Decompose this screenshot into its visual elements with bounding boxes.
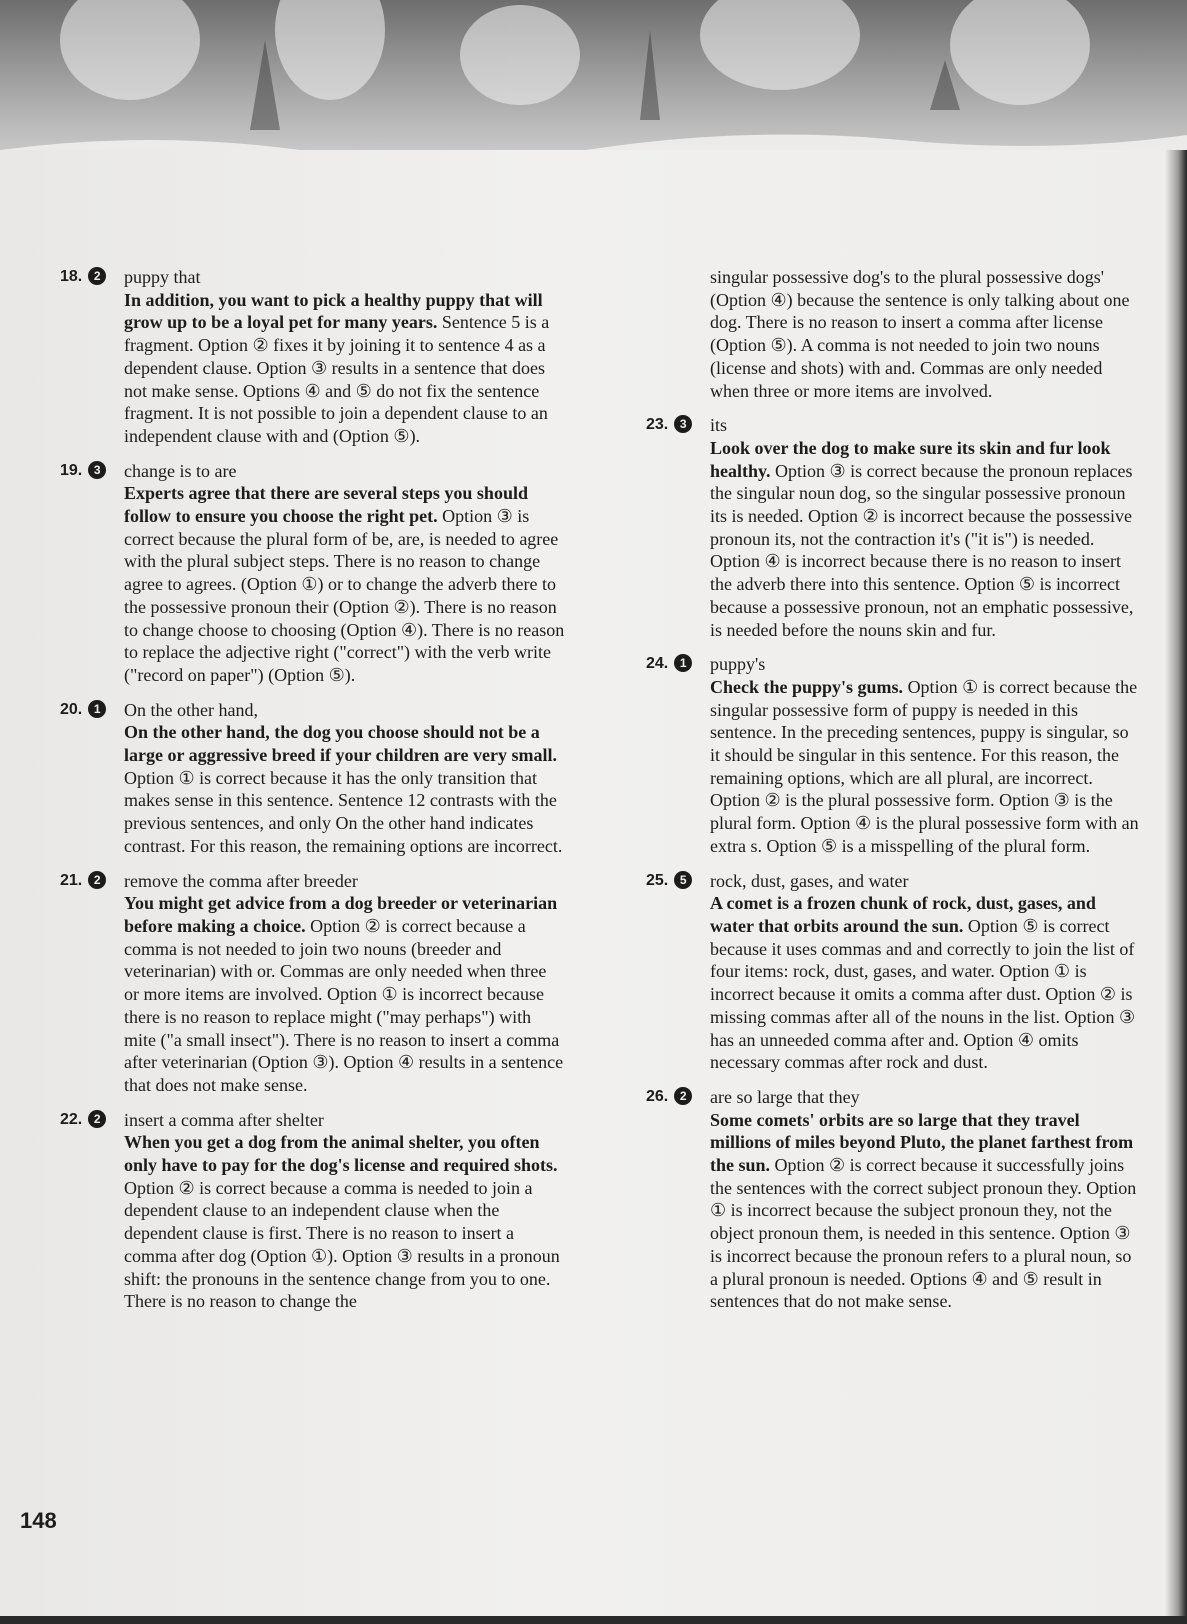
answer-text: puppy that [124, 267, 201, 287]
corrected-sentence: When you get a dog from the animal shelter, you often only have to pay for the dog's license and required shots. [124, 1132, 558, 1176]
item-number: 18. [60, 268, 83, 285]
item-number: 25. [646, 871, 669, 889]
corrected-sentence: Check the puppy's gums. [710, 676, 904, 697]
choice-badge: 5 [674, 871, 692, 889]
answer-text: puppy's [710, 654, 766, 675]
choice-badge: 2 [88, 1110, 106, 1128]
page-bottom-edge [0, 1616, 1187, 1624]
item-number: 24. [646, 655, 669, 673]
answer-text: remove the comma after breeder [124, 870, 358, 891]
choice-badge: 1 [674, 654, 692, 672]
explanation: Option ② is correct because a comma is needed to join a dependent clause to an independent clause when the dependent clause is first. There is no reason to insert a comma after dog (Option ①). Option ③ results in a pronoun shift: the pronouns in the sentence change from you to one. There is no reason to change the [124, 1177, 560, 1312]
answer-text: its [710, 415, 728, 436]
explanation: Option ② is correct because it successfully joins the sentences with the correct subject pronoun they. Option ① is incorrect because the subject pronoun they, not the object pronoun them, is needed in this sentence. Option ③ is incorrect because the pronoun refers to a plural noun, so a plural pronoun is needed. Options ④ and ⑤ result in sentences that do not make sense. [710, 1155, 1137, 1312]
item-number: 22. [60, 1110, 83, 1128]
answer-item-24 [646, 653, 1141, 857]
answer-item-26 [646, 1086, 1141, 1313]
answer-text: are so large that they [710, 1086, 860, 1107]
item-number: 26. [646, 1087, 669, 1105]
explanation: Option ② is correct because a comma is not needed to join two nouns (breeder and veterinarian) with or. Commas are only needed when three or more items are involved. Option ① is incorrect because there is no reason to replace might ("may perhaps") with mite ("a small insect"). There is no reason to insert a comma after veterinarian (Option ③). Option ④ results in a sentence that does not make sense. [124, 915, 564, 1095]
corrected-sentence: Experts agree that there are several steps you should follow to ensure you choose the right pet. [124, 483, 528, 527]
answer-item-22-continued [646, 266, 1141, 402]
choice-badge: 2 [674, 1087, 692, 1105]
explanation: Option ⑤ is correct because it uses commas and and correctly to join the list of four items: rock, dust, gases, and water. Option ① is incorrect because it omits a comma after dust. Option ② is missing commas after all of the nouns in the list. Option ③ has an unneeded comma after and. Option ④ omits necessary commas after rock and dust. [710, 915, 1136, 1073]
choice-badge: 2 [88, 871, 106, 889]
corrected-sentence: In addition, you want to pick a healthy puppy that will grow up to be a loyal pet for many years. [124, 289, 543, 333]
choice-badge: 2 [88, 267, 106, 285]
explanation: Option ③ is correct because the pronoun replaces the singular noun dog, so the singular possessive pronoun its is needed. Option ② is incorrect because the possessive pronoun its, not the contraction it's ("it is") is needed. Option ④ is incorrect because there is no reason to insert the adverb there into this sentence. Option ⑤ is incorrect because a possessive pronoun, not an emphatic possessive, is needed before the nouns skin and fur. [710, 460, 1134, 640]
choice-badge: 1 [88, 700, 106, 718]
answer-item-19 [60, 460, 565, 687]
choice-badge: 3 [88, 461, 106, 479]
item-number: 19. [60, 461, 83, 479]
answer-item-20 [60, 699, 565, 858]
explanation: Sentence 5 is a fragment. Option ② fixes it by joining it to sentence 4 as a dependent clause. Option ③ results in a sentence that does not make sense. Options ④ and ⑤ do not fix the sentence fragment. It is not possible to join a dependent clause to an independent clause with and (Option ⑤). [124, 312, 550, 446]
corrected-sentence: Look over the dog to make sure its skin and fur look healthy. [710, 437, 1111, 481]
answer-item-21 [60, 870, 565, 1097]
corrected-sentence: Some comets' orbits are so large that they travel millions of miles beyond Pluto, the planet farthest from the sun. [710, 1109, 1134, 1176]
explanation: Option ① is correct because it has the only transition that makes sense in this sentence. Sentence 12 contrasts with the previous sentences, and only On the other hand indicates contrast. For this reason, the remaining options are incorrect. [124, 767, 563, 856]
answer-text: insert a comma after shelter [124, 1109, 324, 1130]
item-number: 21. [60, 871, 83, 889]
answer-item-22 [60, 1109, 565, 1313]
choice-badge: 3 [674, 415, 692, 433]
corrected-sentence: You might get advice from a dog breeder or veterinarian before making a choice. [124, 893, 558, 936]
answer-item-18 [60, 266, 565, 448]
answer-text: On the other hand, [124, 699, 258, 720]
header-photo-banner [0, 0, 1187, 175]
page-number: 148 [20, 1508, 57, 1533]
item-number: 23. [646, 416, 669, 434]
item-number: 20. [60, 700, 83, 718]
answer-text: change is to are [124, 460, 237, 481]
binding-shadow [1165, 150, 1187, 1624]
answer-text: rock, dust, gases, and water [710, 870, 909, 891]
continued-explanation: singular possessive dog's to the plural possessive dogs' (Option ④) because the sentence is only talking about one dog. There is no reason to insert a comma after license (Option ⑤). A comma is not needed to join two nouns (license and shots) with and. Commas are only needed when three or more items are involved. [710, 267, 1130, 401]
answer-item-23 [646, 414, 1141, 641]
explanation: Option ③ is correct because the plural form of be, are, is needed to agree with the plural subject steps. There is no reason to change agree to agrees. (Option ①) or to change the adverb there to the possessive pronoun their (Option ②). There is no reason to change choose to choosing (Option ④). There is no reason to replace the adjective right ("correct") with the verb write ("record on paper") (Option ⑤). [124, 506, 565, 685]
left-column [60, 266, 565, 1325]
answer-item-25 [646, 870, 1141, 1074]
corrected-sentence: On the other hand, the dog you choose should not be a large or aggressive breed if your children are very small. [124, 722, 557, 766]
right-column [646, 266, 1141, 1325]
explanation: Option ① is correct because the singular possessive form of puppy is needed in this sentence. In the preceding sentences, puppy is singular, so it should be singular in this sentence. For this reason, the remaining options, which are all plural, are incorrect. Option ② is the plural possessive form. Option ③ is the plural form. Option ④ is the plural possessive form with an extra s. Option ⑤ is a misspelling of the plural form. [710, 676, 1139, 856]
corrected-sentence: A comet is a frozen chunk of rock, dust, gases, and water that orbits around the sun. [710, 893, 1096, 936]
